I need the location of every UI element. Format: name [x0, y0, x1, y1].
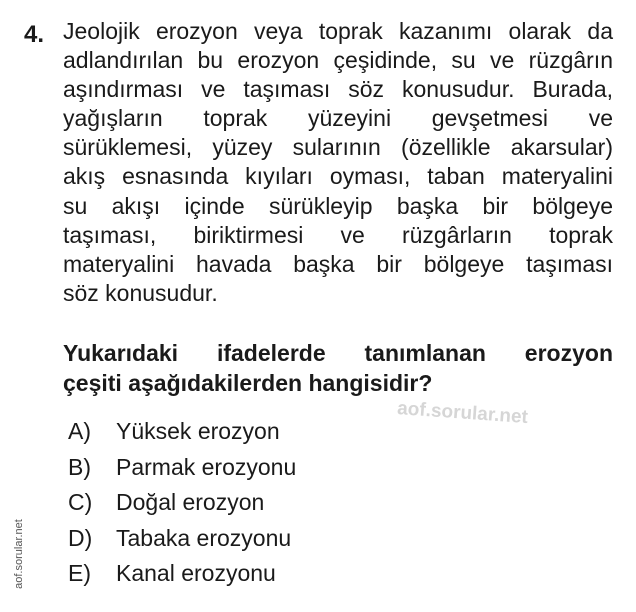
option-text: Kanal erozyonu: [116, 560, 276, 586]
side-watermark: aof.sorular.net: [13, 519, 25, 589]
prompt-line: çeşiti aşağıdakilerden hangisidir?: [63, 370, 433, 396]
question-prompt: [63, 338, 613, 398]
watermark: aof.sorular.net: [396, 398, 529, 429]
option-letter: B): [68, 453, 91, 480]
paragraph-line: yağışların toprak yüzeyini gevşetmesi ve: [63, 105, 613, 132]
paragraph-line: Jeolojik erozyon veya toprak kazanımı olarak da: [63, 18, 613, 44]
option-text: Tabaka erozyonu: [116, 524, 292, 551]
option-text: Yüksek erozyon: [116, 418, 280, 444]
question-paragraph: [63, 17, 613, 308]
paragraph-line: adlandırılan bu erozyon çeşidinde, su ve rüzgârın: [63, 47, 613, 74]
option-letter: D): [68, 524, 93, 551]
paragraph-line: akış esnasında kıyıları oyması, taban materyalini: [63, 163, 613, 190]
option-text: Doğal erozyon: [116, 489, 265, 515]
question-number: 4.: [24, 21, 45, 48]
option-e[interactable]: [68, 560, 296, 596]
option-letter: C): [68, 489, 93, 515]
option-letter: E): [68, 560, 91, 586]
prompt-line: Yukarıdaki ifadelerde tanımlanan erozyon: [63, 340, 613, 366]
option-c[interactable]: [68, 489, 296, 525]
paragraph-line: sürüklemesi, yüzey sularının (özellikle akarsular): [63, 134, 613, 161]
option-d[interactable]: [68, 525, 296, 561]
paragraph-line: aşındırması ve taşıması söz konusudur. Burada,: [63, 76, 613, 103]
paragraph-line: taşıması, biriktirmesi ve rüzgârların toprak: [63, 221, 613, 248]
answer-options: [68, 418, 296, 596]
option-text: Parmak erozyonu: [116, 453, 297, 480]
paragraph-line: su akışı içinde sürükleyip başka bir bölgeye: [63, 192, 613, 219]
paragraph-line: materyalini havada başka bir bölgeye taşıması: [63, 250, 613, 277]
paragraph-line: söz konusudur.: [63, 279, 218, 306]
option-b[interactable]: [68, 454, 296, 490]
option-letter: A): [68, 418, 91, 444]
option-a[interactable]: [68, 418, 296, 454]
